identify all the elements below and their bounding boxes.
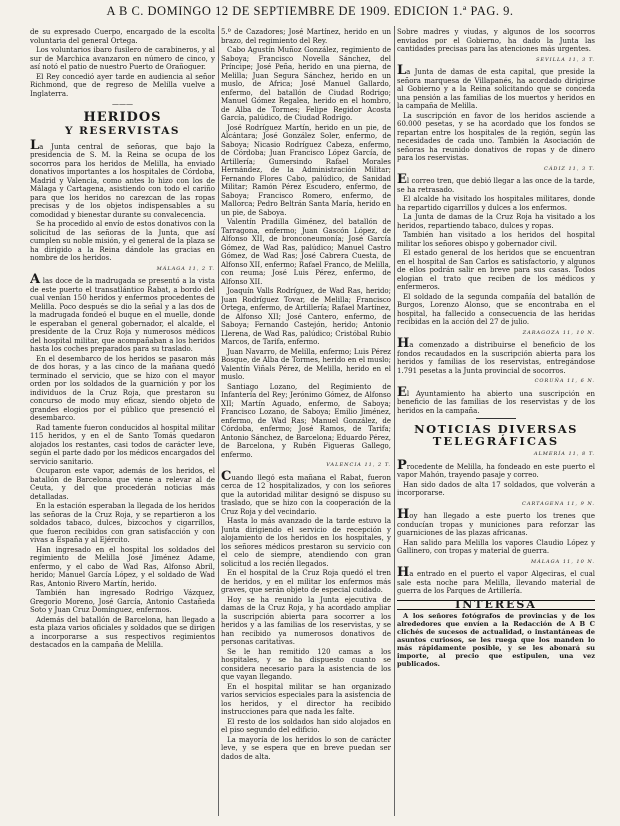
paragraph: La Junta de damas de esta capital, que preside la señora marquesa de Villapanés, ha acordado dirigirse al Gobierno y a la Reina solicitando que se conceda una pensión a las familias de los muertos y heridos en la campaña de Melilla. [397,63,595,110]
paragraph: 5.º de Cazadores; José Martínez, herido en un brazo, del regimiento del Rey. [221,28,391,45]
paragraph: Santiago Lozano, del Regimiento de Infantería del Rey; Jerónimo Gómez, de Alfonso XII; Martín Aguado, enfermo, de Saboya; Francisco Lozano, de Saboya; Emilio Jiménez, enfermo, de Wad Ras; Manuel González, de Córdoba, enfermo; José Ramos, de Tarifa; Antonio Sánchez, de Barcelona; Eduardo Pérez, de Barcelona, y Rubén Figueras Gallego, enfermo. [221,382,391,459]
paragraph: También han visitado a los heridos del hospital militar los señores obispo y gobernador civil. [397,231,595,248]
paragraph: Los voluntarios ibaro fusilero de carabineros, y al sur de Marchica avanzaron en número de cinco, y así notó el patio de nuestro Puerto de Orañoguer. [30,46,215,71]
paragraph: El Rey concedió ayer tarde en audiencia al señor Richmond, que de regreso de Melilla vuelve a Inglaterra. [30,72,215,98]
paragraph: de su expresado Cuerpo, encargado de la escolta voluntaria del general Ortega. [30,28,215,45]
notice-text: A los señores fotógrafos de provincias y de los alrededores que envíen a la Redacción de A B C clichés de sucesos de actualidad, o instantáneas de asuntos curiosos, se les ruega que los manden lo más rápidamente posible, y se les abonará su importe, al precio que estipulen, una vez publicados. [397,612,595,668]
paragraph: Han salido para Melilla los vapores Claudio López y Gallinero, con tropas y material de guerra. [397,538,595,555]
paragraph: Ha entrado en el puerto el vapor Algeciras, el cual sale esta noche para Melilla, llevando material de guerra de los Parques de Artillería. [397,565,595,595]
paragraph: El resto de los soldados han sido alojados en el piso segundo del edificio. [221,717,391,734]
divider: ——— [112,100,133,108]
paragraph: Ha comenzado a distribuirse el beneficio de los fondos recaudados en la suscripción abierta para los heridos y familias de los reservistas, entregándose 1.791 pesetas a la Junta provincial de socorros. [397,336,595,375]
paragraph: En el hospital de la Cruz Roja quedó el tren de heridos, y en el militar los enfermos más graves, que serán objeto de especial cuidado. [221,569,391,594]
page-header: A B C. DOMINGO 12 DE SEPTIEMBRE DE 1909. EDICION 1.ª PAG. 9. [106,4,514,18]
column-3 [397,28,595,818]
paragraph: Se le han remitido 120 camas a los hospitales, y se ha dispuesto cuanto se considera necesario para la asistencia de los que vayan llegando. [221,647,391,681]
dateline: MÁLAGA 11, 2 T. [156,265,215,272]
paragraph: Joaquín Valls Rodríguez, de Wad Ras, herido; Juan Rodríguez Tovar, de Melilla; Francisco Ortega, enfermo, de Artillería; Rafael Martínez, de Alfonso XII; José Cantero, enfermo, de Saboya; Fernando Castejón, herido; Antonio Llerena, de Wad Ras, palúdico; Cristóbal Rubio Marcos, de Tarifa, enfermo. [221,287,391,346]
paragraph: El estado general de los heridos que se encuentran en el hospital de San Carlos es satisfactorio, y algunos de ellos podrán salir en breve para sus casas. Todos elogian el trato que reciben de los médicos y enfermeros. [397,249,595,291]
paragraph: Cuando llegó esta mañana el Rabat, fueron cerca de 12 hospitalizados, y con los señores que la autoridad militar designó se dispuso su traslado, que se hizo con la cooperación de la Cruz Roja y del vecindario. [221,468,391,516]
paragraph: Ocuparon este vapor, además de los heridos, el batallón de Barcelona que viene a relevar al de Ceuta, y del que procederán noticias más detalladas. [30,467,215,501]
paragraph: Además del batallón de Barcelona, han llegado a esta plaza varios oficiales y soldados que se dirigen a incorporarse a sus respectivos regimientos destacados en la campaña de Melilla. [30,615,215,649]
paragraph: El soldado de la segunda compañía del batallón de Burgos, Lorenzo Alonso, que se encontraba en el hospital, ha fallecido a consecuencia de las heridas recibidas en la acción del 27 de julio. [397,292,595,326]
paragraph: Cabo Agustín Muñoz González, regimiento de Saboya; Francisco Novella Sánchez, del Príncipe; José Peña, herido en una pierna, de Melilla; Juan Segura Sánchez, herido en un muslo, de Africa; José Manuel Gallardo, enfermo, del batallón de Ciudad Rodrigo; Manuel Gómez Regalea, herido en el hombro, de Alba de Tormes; Felipe Regidor Acosta García, palúdico, de Ciudad Rodrigo. [221,46,391,122]
section-heading: HERIDOS [83,109,162,125]
dateline: CARTAGENA 11, 9 N. [522,500,595,507]
paragraph: En el hospital militar se han organizado varios servicios especiales para la asistencia de los heridos, y el director ha recibido instrucciones para que nada les falte. [221,682,391,716]
paragraph: Han ingresado en el hospital los soldados del regimiento de Melilla José Jiménez Adame, enfermo, y el cabo de Wad Ras, Alfonso Abril, herido; Manuel García López, y el soldado de Wad Ras, Antonio Rivero Martín, herido. [30,545,215,588]
paragraph: El alcalde ha visitado los hospitales militares, donde ha repartido cigarrillos y dulces a los enfermos. [397,195,595,212]
paragraph: También han ingresado Rodrigo Vázquez, Gregorio Moreno, José García, Antonio Castañeda Soto y Juan Cruz Domínguez, enfermos. [30,589,215,614]
column-2 [221,28,391,818]
dateline: SEVILLA 11, 3 T. [535,56,595,63]
paragraph: Hasta lo más avanzado de la tarde estuvo la Junta dirigiendo el servicio de recepción y alojamiento de los heridos en los hospitales, y los señores médicos prestaron su servicio con el celo de siempre, atendiendo con gran solicitud a los recién llegados. [221,517,391,568]
paragraph: El Ayuntamiento ha abierto una suscripción en beneficio de las familias de los reservistas y de los heridos en la campaña. [397,384,595,415]
paragraph: José Rodríguez Martín, herido en un pie, de Alcántara; José González Soler, enfermo, de Saboya; Nicasio Rodríguez Cabeza, enfermo, de Córdoba; Juan Francisco López García, de Artillería; Gumersindo Rafael Morales Hernández, de la Administración Militar; Fernando Flores Cabo, palúdico, de Sanidad Militar; Ramón Pérez Escudero, enfermo, de Saboya; Francisco Romero, enfermo, de Mallorca; Pedro Beltrán Santa María, herido en un pie, de Saboya. [221,123,391,217]
dateline: CÁDIZ 11, 3 T. [544,165,595,172]
dateline: VALENCIA 11, 2 T. [326,462,391,468]
section-subheading: TELEGRÁFICAS [432,434,560,448]
section-subheading: Y RESERVISTAS [65,124,180,137]
section-heading: NOTICIAS DIVERSAS [414,422,578,436]
paragraph: En el desembarco de los heridos se pasaron más de dos horas, y a las cinco de la mañana quedó terminado el servicio, que se hizo con el mayor orden por los soldados de la guarnición y por los individuos de la Cruz Roja, que prestaron su concurso de modo muy eficaz, siendo objeto de grandes elogios por el público que presenció el desembarco. [30,354,215,422]
paragraph: La mayoría de los heridos lo son de carácter leve, y se espera que en breve puedan ser dados de alta. [221,735,391,761]
divider [476,418,516,419]
paragraph: Hoy han llegado a este puerto los trenes que conducían tropas y municiones para reforzar las guarniciones de las plazas africanas. [397,507,595,537]
paragraph: En la estación esperaban la llegada de los heridos las señoras de la Cruz Roja, y se repartieron a los soldados tabaco, dulces, bizcochos y cigarrillos, que fueron recibidos con gran satisfacción y con vivas a España y al Ejército. [30,502,215,544]
paragraph: Hoy se ha reunido la Junta ejecutiva de damas de la Cruz Roja, y ha acordado ampliar la suscripción abierta para socorrer a los heridos y a las familias de los reservistas, y se han recibido ya numerosos donativos de personas caritativas. [221,595,391,646]
paragraph: La Junta central de señoras, que bajo la presidencia de S. M. la Reina se ocupa de los socorros para los heridos de Melilla, ha enviado donativos importantes a los hospitales de Córdoba, Madrid y Valencia, como antes lo hizo con los de Málaga y Cartagena, asistiendo con todo el cariño para que los heridos no carezcan de las ropas precisas y de los objetos indispensables a su comodidad y bienestar durante su convalecencia. [30,137,215,219]
column-rule-1 [218,26,219,816]
column-1 [30,28,215,818]
paragraph: La suscripción en favor de los heridos asciende a 60.000 pesetas, y se ha acordado que los fondos se repartan entre los hospitales de la región, según las necesidades de cada uno. También la Asociación de señoras ha reunido donativos de ropas y de dinero para los reservistas. [397,111,595,162]
dateline: MÁLAGA 11, 10 N. [531,558,595,565]
dateline: CORUÑA 11, 6 N. [534,378,595,384]
paragraph: Valentín Pradilla Giménez, del batallón de Tarragona, enfermo; Juan Gascón López, de Alfonso XII, de bronconeumonía; José García Gómez, de Wad Ras, palúdico; Manuel Castro Gómez, de Wad Ras; José Cabrera Cuesta, de Alfonso XII, enfermo; Rafael Franco, de Melilla, con reuma; José Luis Pérez, enfermo, de Alfonso XII. [221,218,391,286]
column-rule-2 [394,26,395,816]
paragraph: Sobre madres y viudas, y algunos de los socorros enviados por el Gobierno, ha dado la Junta las cantidades precisas para las atenciones más urgentes. [397,28,595,53]
paragraph: Se ha procedido al envío de estos donativos con la solicitud de las señoras de la Junta, que así cumplen su noble misión, y el general de la plaza se ha dirigido a la Reina dándole las gracias en nombre de los heridos. [30,220,215,262]
paragraph: A las doce de la madrugada se presentó a la vista de este puerto el transatlántico Rabat, a bordo del cual venían 150 heridos y enfermos procedentes de Melilla. Poco después se dio la señal y a las dos de la madrugada fondeó el buque en el muelle, donde le esperaban el general gobernador, el alcalde, el presidente de la Cruz Roja y numerosos médicos del hospital militar, que acompañaban a los heridos hasta los coches preparados para su traslado. [30,272,215,353]
dateline: ZARAGOZA 11, 10 N. [522,329,595,336]
paragraph: Juan Navarro, de Melilla, enfermo; Luis Pérez Bosque, de Alba de Tormes, herido en el muslo; Valentín Viñals Pérez, de Melilla, herido en el muslo. [221,347,391,381]
paragraph: El correo tren, que debió llegar a las once de la tarde, se ha retrasado. [397,172,595,194]
paragraph: Rad tamente fueron conducidos al hospital militar 115 heridos, y en el de Santo Tomás quedaron alojados los restantes, casi todos de carácter leve, según el parte dado por los médicos encargados del servicio sanitario. [30,423,215,466]
dateline: ALMERÍA 11, 8 T. [533,451,595,457]
notice-heading: INTERESA [397,600,595,611]
paragraph: Procedente de Melilla, ha fondeado en este puerto el vapor Mahón, trayendo pasaje y correo. [397,457,595,479]
paragraph: La Junta de damas de la Cruz Roja ha visitado a los heridos, repartiendo tabaco, dulces y ropas. [397,213,595,230]
paragraph: Han sido dados de alta 17 soldados, que volverán a incorporarse. [397,480,595,497]
